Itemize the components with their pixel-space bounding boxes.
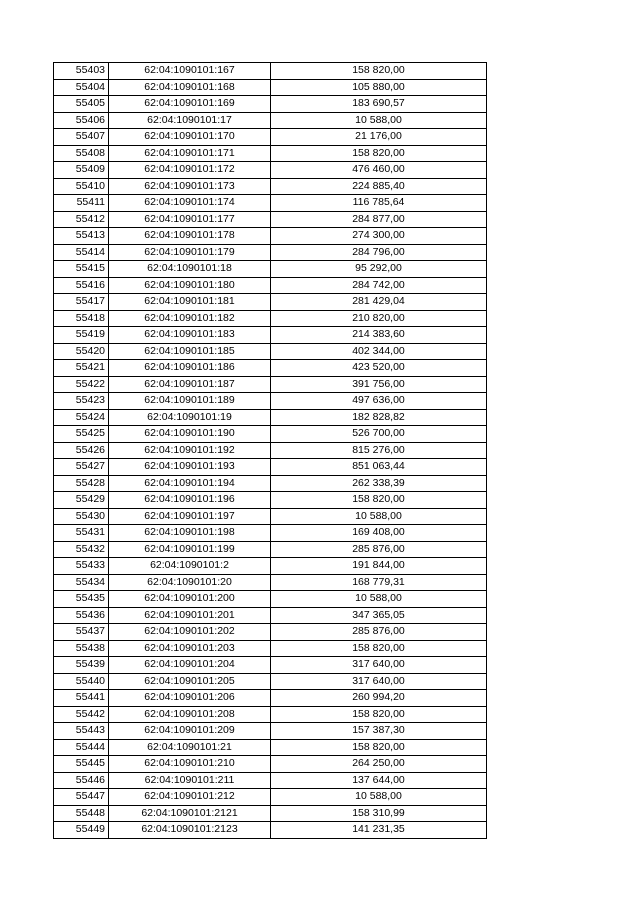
row-number-cell: 55439 — [54, 657, 109, 674]
row-number-cell: 55424 — [54, 409, 109, 426]
row-number-cell: 55444 — [54, 739, 109, 756]
row-number-cell: 55431 — [54, 525, 109, 542]
table-row — [54, 756, 487, 773]
row-number-cell: 55419 — [54, 327, 109, 344]
cadastral-value-cell: 391 756,00 — [271, 376, 487, 393]
table-row — [54, 145, 487, 162]
cadastral-value-cell: 284 796,00 — [271, 244, 487, 261]
cadastral-number-cell: 62:04:1090101:19 — [109, 409, 271, 426]
cadastral-value-cell: 21 176,00 — [271, 129, 487, 146]
table-row — [54, 310, 487, 327]
row-number-cell: 55405 — [54, 96, 109, 113]
row-number-cell: 55443 — [54, 723, 109, 740]
table-row — [54, 63, 487, 80]
row-number-cell: 55438 — [54, 640, 109, 657]
cadastral-value-cell: 851 063,44 — [271, 459, 487, 476]
table-row — [54, 640, 487, 657]
row-number-cell: 55434 — [54, 574, 109, 591]
table-row — [54, 657, 487, 674]
row-number-cell: 55435 — [54, 591, 109, 608]
cadastral-number-cell: 62:04:1090101:210 — [109, 756, 271, 773]
row-number-cell: 55426 — [54, 442, 109, 459]
table-row — [54, 409, 487, 426]
row-number-cell: 55420 — [54, 343, 109, 360]
table-row — [54, 541, 487, 558]
row-number-cell: 55412 — [54, 211, 109, 228]
row-number-cell: 55423 — [54, 393, 109, 410]
cadastral-value-cell: 284 877,00 — [271, 211, 487, 228]
table-row — [54, 574, 487, 591]
cadastral-number-cell: 62:04:1090101:199 — [109, 541, 271, 558]
cadastral-value-cell: 183 690,57 — [271, 96, 487, 113]
cadastral-value-cell: 402 344,00 — [271, 343, 487, 360]
row-number-cell: 55422 — [54, 376, 109, 393]
table-row — [54, 558, 487, 575]
row-number-cell: 55425 — [54, 426, 109, 443]
row-number-cell: 55417 — [54, 294, 109, 311]
cadastral-value-cell: 158 820,00 — [271, 492, 487, 509]
row-number-cell: 55409 — [54, 162, 109, 179]
cadastral-number-cell: 62:04:1090101:196 — [109, 492, 271, 509]
cadastral-number-cell: 62:04:1090101:21 — [109, 739, 271, 756]
cadastral-value-cell: 285 876,00 — [271, 624, 487, 641]
cadastral-number-cell: 62:04:1090101:193 — [109, 459, 271, 476]
cadastral-value-cell: 168 779,31 — [271, 574, 487, 591]
cadastral-number-cell: 62:04:1090101:192 — [109, 442, 271, 459]
table-row — [54, 195, 487, 212]
cadastral-value-cell: 191 844,00 — [271, 558, 487, 575]
cadastral-number-cell: 62:04:1090101:183 — [109, 327, 271, 344]
cadastral-value-cell: 158 820,00 — [271, 739, 487, 756]
table-row — [54, 607, 487, 624]
cadastral-value-cell: 281 429,04 — [271, 294, 487, 311]
table-row — [54, 492, 487, 509]
table-row — [54, 723, 487, 740]
cadastral-value-cell: 182 828,82 — [271, 409, 487, 426]
row-number-cell: 55413 — [54, 228, 109, 245]
row-number-cell: 55433 — [54, 558, 109, 575]
cadastral-number-cell: 62:04:1090101:173 — [109, 178, 271, 195]
cadastral-number-cell: 62:04:1090101:182 — [109, 310, 271, 327]
cadastral-number-cell: 62:04:1090101:187 — [109, 376, 271, 393]
cadastral-value-cell: 137 644,00 — [271, 772, 487, 789]
cadastral-number-cell: 62:04:1090101:198 — [109, 525, 271, 542]
cadastral-value-cell: 158 820,00 — [271, 706, 487, 723]
row-number-cell: 55410 — [54, 178, 109, 195]
table-row — [54, 442, 487, 459]
table-row — [54, 525, 487, 542]
cadastral-number-cell: 62:04:1090101:205 — [109, 673, 271, 690]
cadastral-number-cell: 62:04:1090101:169 — [109, 96, 271, 113]
cadastral-number-cell: 62:04:1090101:167 — [109, 63, 271, 80]
row-number-cell: 55429 — [54, 492, 109, 509]
cadastral-number-cell: 62:04:1090101:170 — [109, 129, 271, 146]
cadastral-number-cell: 62:04:1090101:2121 — [109, 805, 271, 822]
cadastral-value-cell: 284 742,00 — [271, 277, 487, 294]
table-row — [54, 360, 487, 377]
table-row — [54, 343, 487, 360]
table-row — [54, 129, 487, 146]
cadastral-value-cell: 260 994,20 — [271, 690, 487, 707]
table-row — [54, 261, 487, 278]
row-number-cell: 55437 — [54, 624, 109, 641]
cadastral-number-cell: 62:04:1090101:211 — [109, 772, 271, 789]
table-row — [54, 426, 487, 443]
row-number-cell: 55428 — [54, 475, 109, 492]
table-row — [54, 228, 487, 245]
cadastral-number-cell: 62:04:1090101:186 — [109, 360, 271, 377]
cadastral-number-cell: 62:04:1090101:20 — [109, 574, 271, 591]
cadastral-value-cell: 497 636,00 — [271, 393, 487, 410]
cadastral-value-cell: 224 885,40 — [271, 178, 487, 195]
table-body — [54, 63, 487, 839]
cadastral-number-cell: 62:04:1090101:202 — [109, 624, 271, 641]
cadastral-value-cell: 210 820,00 — [271, 310, 487, 327]
table-row — [54, 277, 487, 294]
row-number-cell: 55421 — [54, 360, 109, 377]
cadastral-number-cell: 62:04:1090101:174 — [109, 195, 271, 212]
cadastral-number-cell: 62:04:1090101:178 — [109, 228, 271, 245]
table-row — [54, 475, 487, 492]
cadastral-value-cell: 10 588,00 — [271, 591, 487, 608]
cadastral-value-table — [53, 62, 487, 839]
cadastral-number-cell: 62:04:1090101:168 — [109, 79, 271, 96]
cadastral-value-cell: 10 588,00 — [271, 112, 487, 129]
table-row — [54, 327, 487, 344]
table-row — [54, 294, 487, 311]
cadastral-value-cell: 214 383,60 — [271, 327, 487, 344]
table-row — [54, 508, 487, 525]
table-row — [54, 393, 487, 410]
table-row — [54, 459, 487, 476]
row-number-cell: 55403 — [54, 63, 109, 80]
table-row — [54, 376, 487, 393]
table-row — [54, 591, 487, 608]
cadastral-value-cell: 158 820,00 — [271, 63, 487, 80]
table-row — [54, 673, 487, 690]
cadastral-value-cell: 158 310,99 — [271, 805, 487, 822]
row-number-cell: 55432 — [54, 541, 109, 558]
cadastral-value-cell: 116 785,64 — [271, 195, 487, 212]
row-number-cell: 55411 — [54, 195, 109, 212]
row-number-cell: 55406 — [54, 112, 109, 129]
cadastral-number-cell: 62:04:1090101:2123 — [109, 822, 271, 839]
table-row — [54, 96, 487, 113]
table-row — [54, 822, 487, 839]
cadastral-value-cell: 262 338,39 — [271, 475, 487, 492]
table-row — [54, 789, 487, 806]
cadastral-number-cell: 62:04:1090101:177 — [109, 211, 271, 228]
row-number-cell: 55414 — [54, 244, 109, 261]
cadastral-number-cell: 62:04:1090101:171 — [109, 145, 271, 162]
table-row — [54, 79, 487, 96]
row-number-cell: 55416 — [54, 277, 109, 294]
row-number-cell: 55449 — [54, 822, 109, 839]
table-row — [54, 211, 487, 228]
cadastral-value-cell: 95 292,00 — [271, 261, 487, 278]
row-number-cell: 55446 — [54, 772, 109, 789]
row-number-cell: 55442 — [54, 706, 109, 723]
cadastral-value-cell: 10 588,00 — [271, 789, 487, 806]
row-number-cell: 55445 — [54, 756, 109, 773]
table-row — [54, 162, 487, 179]
row-number-cell: 55408 — [54, 145, 109, 162]
table-row — [54, 690, 487, 707]
table-row — [54, 244, 487, 261]
row-number-cell: 55447 — [54, 789, 109, 806]
cadastral-value-cell: 317 640,00 — [271, 657, 487, 674]
cadastral-number-cell: 62:04:1090101:208 — [109, 706, 271, 723]
row-number-cell: 55415 — [54, 261, 109, 278]
cadastral-number-cell: 62:04:1090101:212 — [109, 789, 271, 806]
cadastral-value-cell: 815 276,00 — [271, 442, 487, 459]
table-row — [54, 805, 487, 822]
cadastral-value-cell: 285 876,00 — [271, 541, 487, 558]
cadastral-value-cell: 169 408,00 — [271, 525, 487, 542]
cadastral-value-cell: 264 250,00 — [271, 756, 487, 773]
cadastral-number-cell: 62:04:1090101:204 — [109, 657, 271, 674]
cadastral-number-cell: 62:04:1090101:2 — [109, 558, 271, 575]
cadastral-value-cell: 141 231,35 — [271, 822, 487, 839]
cadastral-number-cell: 62:04:1090101:209 — [109, 723, 271, 740]
cadastral-number-cell: 62:04:1090101:200 — [109, 591, 271, 608]
cadastral-number-cell: 62:04:1090101:189 — [109, 393, 271, 410]
row-number-cell: 55436 — [54, 607, 109, 624]
cadastral-number-cell: 62:04:1090101:181 — [109, 294, 271, 311]
table-row — [54, 178, 487, 195]
table-row — [54, 706, 487, 723]
cadastral-value-cell: 476 460,00 — [271, 162, 487, 179]
cadastral-number-cell: 62:04:1090101:172 — [109, 162, 271, 179]
cadastral-number-cell: 62:04:1090101:179 — [109, 244, 271, 261]
cadastral-value-cell: 158 820,00 — [271, 640, 487, 657]
row-number-cell: 55427 — [54, 459, 109, 476]
table-row — [54, 112, 487, 129]
cadastral-number-cell: 62:04:1090101:17 — [109, 112, 271, 129]
row-number-cell: 55430 — [54, 508, 109, 525]
cadastral-value-cell: 317 640,00 — [271, 673, 487, 690]
cadastral-number-cell: 62:04:1090101:194 — [109, 475, 271, 492]
cadastral-value-cell: 423 520,00 — [271, 360, 487, 377]
row-number-cell: 55404 — [54, 79, 109, 96]
cadastral-number-cell: 62:04:1090101:18 — [109, 261, 271, 278]
cadastral-value-cell: 158 820,00 — [271, 145, 487, 162]
cadastral-value-cell: 347 365,05 — [271, 607, 487, 624]
row-number-cell: 55440 — [54, 673, 109, 690]
cadastral-number-cell: 62:04:1090101:190 — [109, 426, 271, 443]
cadastral-value-cell: 526 700,00 — [271, 426, 487, 443]
row-number-cell: 55441 — [54, 690, 109, 707]
table-row — [54, 772, 487, 789]
cadastral-number-cell: 62:04:1090101:180 — [109, 277, 271, 294]
cadastral-value-cell: 105 880,00 — [271, 79, 487, 96]
cadastral-number-cell: 62:04:1090101:203 — [109, 640, 271, 657]
cadastral-number-cell: 62:04:1090101:197 — [109, 508, 271, 525]
cadastral-value-cell: 10 588,00 — [271, 508, 487, 525]
cadastral-number-cell: 62:04:1090101:185 — [109, 343, 271, 360]
table-row — [54, 624, 487, 641]
cadastral-number-cell: 62:04:1090101:206 — [109, 690, 271, 707]
table-row — [54, 739, 487, 756]
row-number-cell: 55448 — [54, 805, 109, 822]
row-number-cell: 55407 — [54, 129, 109, 146]
cadastral-value-cell: 157 387,30 — [271, 723, 487, 740]
row-number-cell: 55418 — [54, 310, 109, 327]
cadastral-value-cell: 274 300,00 — [271, 228, 487, 245]
cadastral-number-cell: 62:04:1090101:201 — [109, 607, 271, 624]
